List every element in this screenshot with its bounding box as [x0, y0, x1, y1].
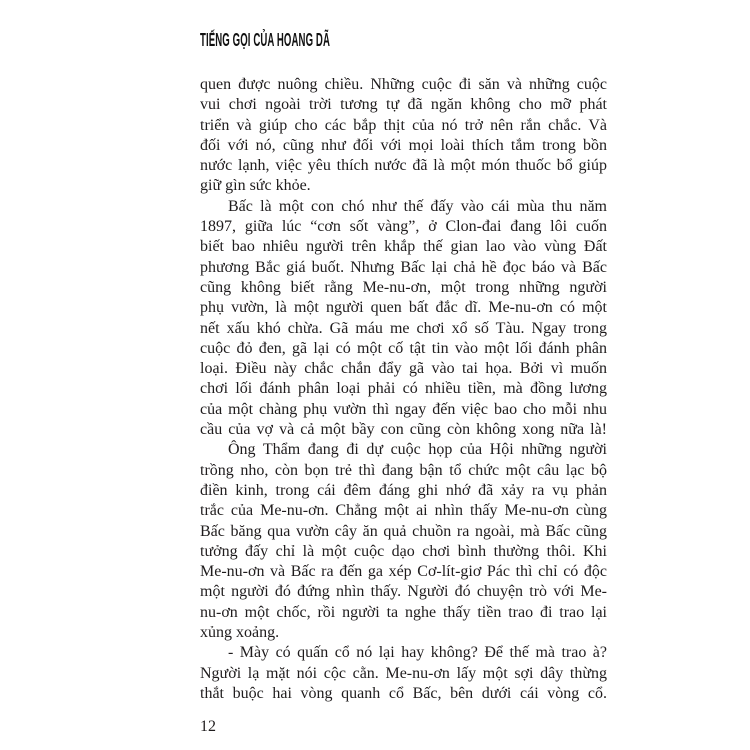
text-line: nước lạnh, việc yêu thích nước đã là một món thuốc bổ giúp	[200, 157, 607, 175]
text-line: đối với nó, cũng như đối với mọi loài thích tắm trong bồn	[200, 136, 607, 154]
text-line: cuộc đỏ đen, gã lại có một cố tật tin vào một lối đánh phân	[200, 339, 607, 357]
text-line: trắc của Me-nu-ơn. Chẳng một ai nhìn thấy Me-nu-ơn cùng	[200, 502, 607, 520]
text-line: loại. Điều này chắc chắn đẩy gã vào tai họa. Bởi vì muốn	[200, 360, 607, 378]
running-title: TIẾNG GỌI CỦA HOANG DÃ	[200, 30, 330, 50]
text-line: phương Bắc giá buốt. Nhưng Bấc lại chả hề đọc báo và Bấc	[200, 258, 607, 276]
text-line: Bấc là một con chó như thế đấy vào cái mùa thu năm	[228, 197, 607, 215]
text-line: cũng không biết rằng Me-nu-ơn, một trong những người	[200, 278, 607, 296]
text-line: 1897, giữa lúc “cơn sốt vàng”, ở Clon-đai đang lôi cuốn	[200, 218, 607, 236]
text-line: triển và giúp cho các bắp thịt của nó trở nên rắn chắc. Và	[200, 116, 607, 134]
text-line: của một chàng phụ vườn thì ngay đến việc bao cho mỗi nhu	[200, 400, 607, 418]
text-line: phụ vườn, là một người quen bất đắc dĩ. Me-nu-ơn có một	[200, 299, 607, 317]
text-line: nết xấu khó chừa. Gã máu me chơi xổ số Tàu. Ngay trong	[200, 319, 607, 337]
page-number: 12	[200, 718, 216, 735]
text-line: Ông Thẩm đang đi dự cuộc họp của Hội những người	[228, 441, 607, 459]
text-line: thắt buộc hai vòng quanh cổ Bấc, bên dưới cái vòng cổ.	[200, 684, 607, 702]
text-line: tưởng đấy chỉ là một cuộc dạo chơi bình thường thôi. Khi	[200, 542, 607, 560]
paragraph	[200, 440, 607, 643]
text-line: - Mày có quấn cổ nó lại hay không? Để thế mà trao à?	[228, 644, 607, 662]
text-line: cầu của vợ và cả một bầy con cũng còn không xong nữa là!	[200, 421, 607, 439]
text-line: vui chơi ngoài trời tương tự đã ngăn không cho mỡ phát	[200, 96, 607, 114]
text-line: xủng xoảng.	[200, 624, 280, 642]
text-line: một người đó đứng nhìn thấy. Người đó chuyện trò với Me-	[200, 583, 607, 601]
text-line: quen được nuông chiều. Những cuộc đi săn và những cuộc	[200, 76, 607, 93]
text-line: Bấc băng qua vườn cây ăn quả chuồn ra ngoài, mà Bấc cũng	[200, 522, 607, 540]
text-line: Me-nu-ơn và Bấc ra đến ga xép Cơ-lít-giơ Pác thì chỉ có độc	[200, 563, 607, 581]
text-line: Người lạ mặt nói cộc cằn. Me-nu-ơn lấy một sợi dây thừng	[200, 664, 607, 682]
body-text	[200, 75, 607, 704]
paragraph	[200, 643, 607, 704]
text-line: chơi lối đánh phân loại phải có nhiều tiền, mà đồng lương	[200, 380, 607, 398]
text-line: trồng nho, còn bọn trẻ thì đang bận tổ chức một câu lạc bộ	[200, 461, 607, 479]
text-line: điền kinh, trong cái đêm đáng ghi nhớ đã xảy ra vụ phản	[200, 481, 607, 499]
text-line: giữ gìn sức khỏe.	[200, 177, 311, 195]
paragraph	[200, 197, 607, 441]
paragraph	[200, 75, 607, 197]
text-line: biết bao nhiêu người trên khắp thế gian lao vào vùng Đất	[200, 238, 607, 256]
text-line: nu-ơn một chốc, rồi người ta nghe thấy tiền trao đi trao lại	[200, 603, 607, 621]
